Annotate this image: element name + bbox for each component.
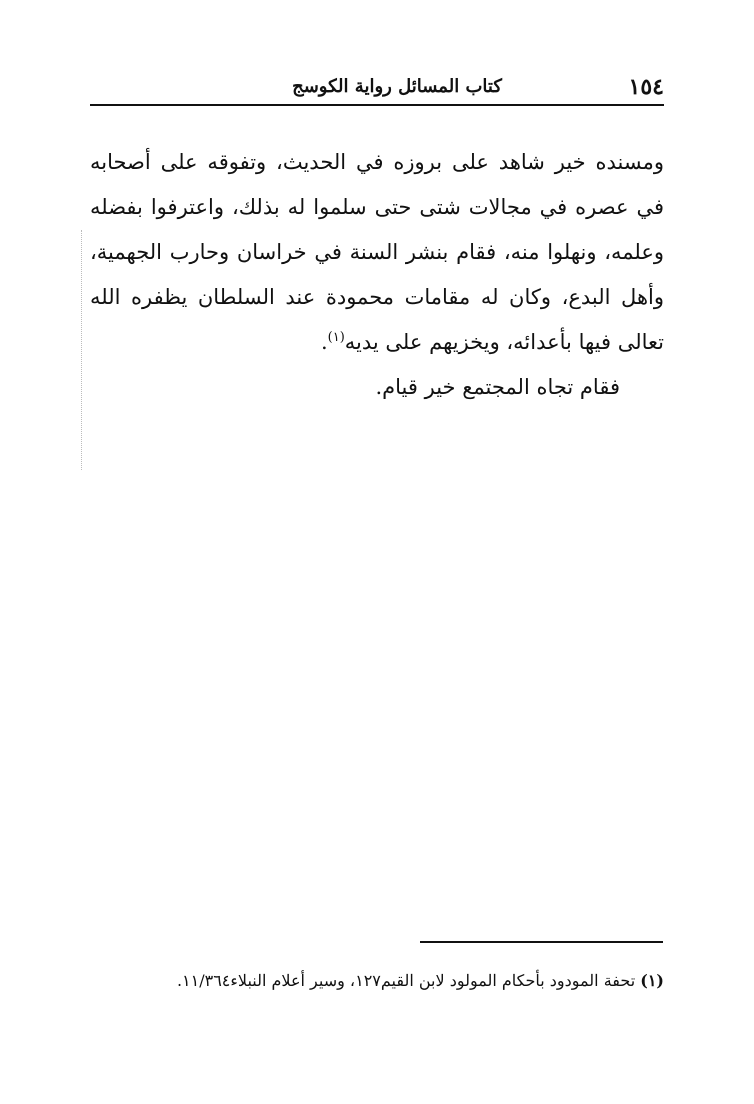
footnote-divider (420, 941, 663, 943)
paragraph-1-text: ومسنده خير شاهد على بروزه في الحديث، وتفوقه على أصحابه في عصره في مجالات شتى حتى سلموا له بذلك، واعترفوا بفضله وعلمه، ونهلوا منه، فقام بنشر السنة في خراسان وحارب الجهمية، وأهل البدع، وكان له مقامات محمودة عند السلطان يظفره الله تعالى فيها بأعدائه، ويخزيهم على يديه (90, 150, 664, 354)
page-number: ١٥٤ (628, 74, 664, 100)
paragraph-1-end: . (320, 330, 328, 354)
footnote-reference[interactable]: (١) (327, 330, 345, 345)
footnote-number: (١) (640, 971, 664, 990)
page-header (90, 70, 664, 106)
scan-artifact-line (81, 230, 82, 470)
paragraph-1 (90, 140, 664, 365)
footnote (90, 966, 664, 996)
main-text (90, 140, 664, 410)
footnote-text: تحفة المودود بأحكام المولود لابن القيم١٢٧، وسير أعلام النبلاء١١/٣٦٤. (176, 971, 636, 990)
running-title: كتاب المسائل رواية الكوسج (292, 76, 502, 97)
paragraph-2: فقام تجاه المجتمع خير قيام. (375, 375, 620, 399)
